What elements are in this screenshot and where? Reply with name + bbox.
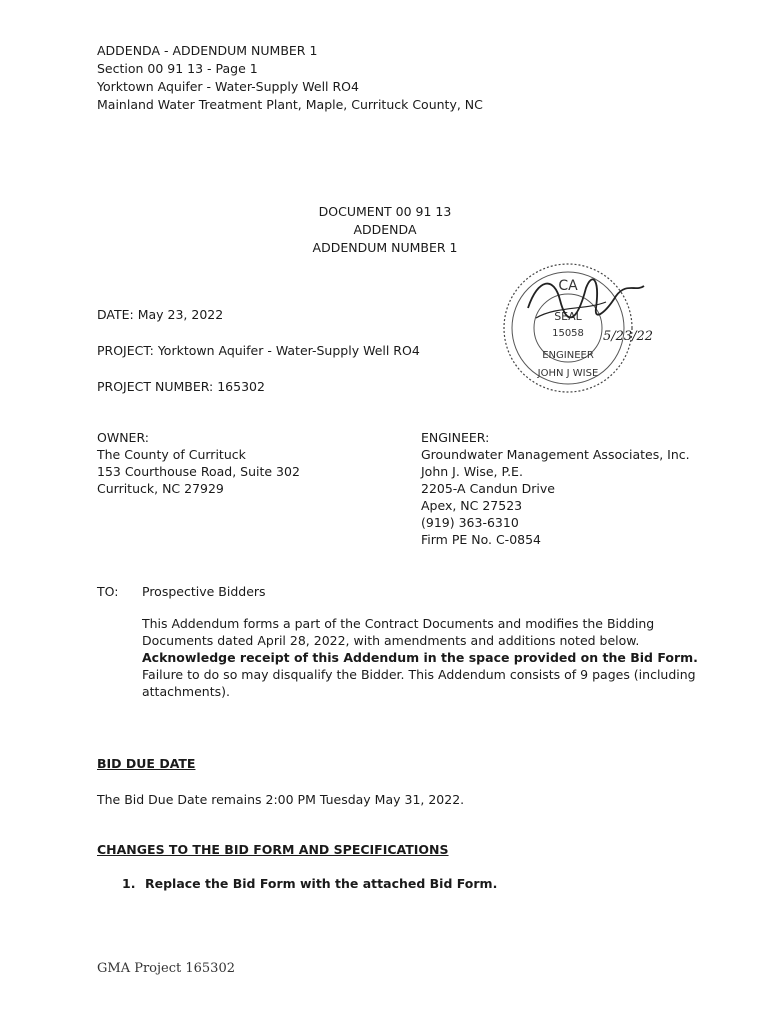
changes-item-1-number: 1. — [122, 876, 136, 891]
seal-label: SEAL — [554, 310, 582, 323]
header-line-1: ADDENDA - ADDENDUM NUMBER 1 — [97, 43, 318, 58]
engineer-phone: (919) 363-6310 — [421, 515, 519, 530]
seal-top-text: CA — [558, 278, 578, 294]
engineer-firm: Groundwater Management Associates, Inc. — [421, 447, 690, 462]
document-subtitle: ADDENDA — [353, 222, 417, 237]
intro-acknowledge-text: Acknowledge receipt of this Addendum in the space provided on the Bid Form. — [142, 650, 698, 665]
intro-paragraph — [142, 615, 702, 700]
date-field: DATE: May 23, 2022 — [97, 307, 224, 322]
header-line-3: Yorktown Aquifer - Water-Supply Well RO4 — [97, 79, 359, 94]
header-line-4: Mainland Water Treatment Plant, Maple, Currituck County, NC — [97, 97, 483, 112]
footer-project: GMA Project 165302 — [97, 961, 235, 976]
bid-due-text: The Bid Due Date remains 2:00 PM Tuesday May 31, 2022. — [97, 792, 465, 807]
engineer-firm-pe: Firm PE No. C-0854 — [421, 532, 542, 547]
header-line-2: Section 00 91 13 - Page 1 — [97, 61, 258, 76]
engineer-address-2: Apex, NC 27523 — [421, 498, 523, 513]
engineer-heading: ENGINEER: — [421, 430, 490, 445]
engineer-seal — [476, 248, 676, 408]
intro-text-1: This Addendum forms a part of the Contract Documents and modifies the Bidding Documents dated April 28, 2022, with amendments and additions noted below. — [142, 616, 655, 648]
seal-name: JOHN J WISE — [537, 368, 599, 379]
to-value: Prospective Bidders — [142, 584, 266, 599]
addendum-number: ADDENDUM NUMBER 1 — [312, 240, 458, 255]
engineer-contact: John J. Wise, P.E. — [421, 464, 523, 479]
seal-engineer-text: ENGINEER — [542, 350, 594, 361]
seal-number: 15058 — [552, 328, 584, 339]
bid-due-heading: BID DUE DATE — [97, 756, 196, 771]
owner-heading: OWNER: — [97, 430, 149, 445]
project-field: PROJECT: Yorktown Aquifer - Water-Supply Well RO4 — [97, 343, 420, 358]
engineer-address-1: 2205-A Candun Drive — [421, 481, 555, 496]
to-label: TO: — [97, 584, 119, 599]
owner-address-2: Currituck, NC 27929 — [97, 481, 224, 496]
intro-text-2: Failure to do so may disqualify the Bidder. This Addendum consists of 9 pages (including attachments). — [142, 667, 696, 699]
changes-item-1-text: Replace the Bid Form with the attached Bid Form. — [145, 876, 498, 891]
changes-heading: CHANGES TO THE BID FORM AND SPECIFICATIONS — [97, 842, 449, 857]
owner-address-1: 153 Courthouse Road, Suite 302 — [97, 464, 300, 479]
project-number-field: PROJECT NUMBER: 165302 — [97, 379, 265, 394]
document-title: DOCUMENT 00 91 13 — [318, 204, 452, 219]
owner-name: The County of Currituck — [97, 447, 246, 462]
seal-handwritten-date: 5/23/22 — [602, 329, 654, 344]
